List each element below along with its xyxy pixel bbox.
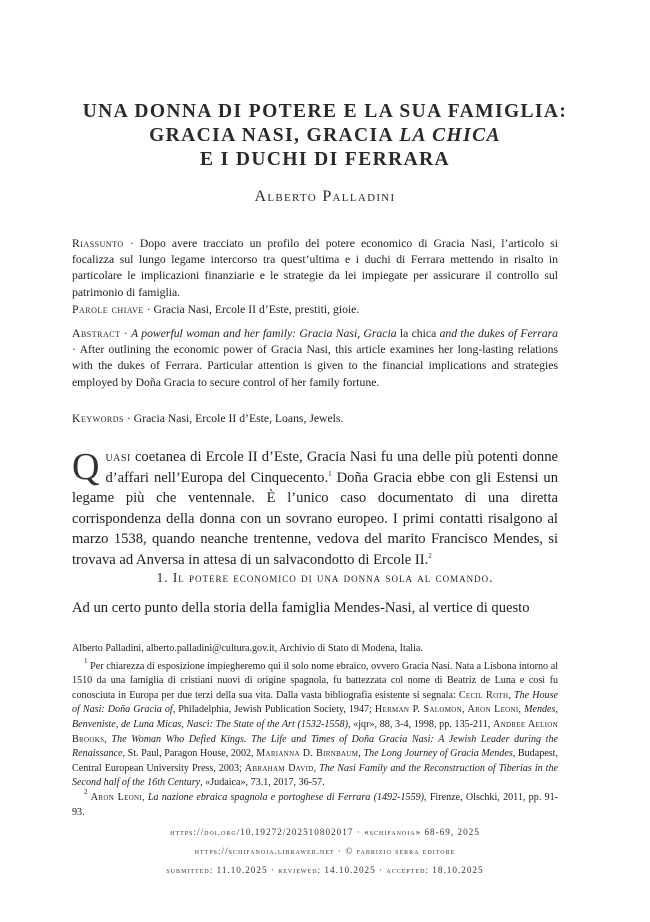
footnote-ref-1[interactable]: 1 xyxy=(328,469,332,478)
section-heading: 1. Il potere economico di una donna sola al comando. xyxy=(156,570,494,585)
author-affiliation: Alberto Palladini, alberto.palladini@cultura.gov.it, Archivio di Stato di Modena, Italia. xyxy=(72,643,423,654)
drop-cap: Q xyxy=(72,446,100,488)
keywords-heading: Keywords xyxy=(72,412,124,425)
abstract-text: · After outlining the economic power of Gracia Nasi, this article examines her long-lasting relations with the dukes of Ferrara. Particular attention is given to the financial implications and strategies employed by Doña Gracia to secure control of her family fortune. xyxy=(72,343,558,389)
keywords: Keywords · Gracia Nasi, Ercole II d’Este, Loans, Jewels. xyxy=(72,412,344,425)
keywords-text: Gracia Nasi, Ercole II d’Este, Loans, Jewels. xyxy=(133,412,344,425)
title-line-3: E I DUCHI DI FERRARA xyxy=(199,149,451,170)
parole-chiave-heading: Parole chiave xyxy=(72,303,144,316)
footnote-mark-1: 1 xyxy=(84,656,88,665)
riassunto: Riassunto · Dopo avere tracciato un profilo del potere economico di Gracia Nasi, l’articolo si focalizza sul lungo legame intercorso tra quest’ultima e i duchi di Ferrara mettendo in risalto in particolare le implicazioni finanziarie e le strategie da lei impiegate per assicurare il controllo sul patrimonio di famiglia. xyxy=(72,237,558,299)
footnote-ref-2[interactable]: 2 xyxy=(428,551,432,560)
article-title xyxy=(60,100,590,172)
doi-line[interactable]: https://doi.org/10.19272/202510802017 · «schifanoia» 68-69, 2025 xyxy=(170,827,480,837)
parole-chiave: Parole chiave · Gracia Nasi, Ercole II d’Este, prestiti, gioie. xyxy=(72,303,360,316)
footnotes xyxy=(72,642,558,820)
website-line[interactable]: https://schifanoia.librawer.net · © fabrizio serra editore xyxy=(194,846,456,856)
footnote-2: $^2$ Aron Leoni, La nazione ebraica spagnola e portoghese di Ferrara (1492-1559), Firenze, Olschki, 2011, pp. 91-93. xyxy=(72,787,559,818)
title-line-2: GRACIA NASI, GRACIA LA CHICA xyxy=(149,125,501,146)
abstract-heading: Abstract xyxy=(72,327,121,340)
riassunto-text: Dopo avere tracciato un profilo del potere economico di Gracia Nasi, l’articolo si focalizza sul lungo legame intercorso tra quest’ultima e i duchi di Ferrara mettendo in risalto in particolare le implicazioni finanziarie e le strategie da lei impiegate per assicurare il controllo sul patrimonio di famiglia. xyxy=(72,237,558,299)
riassunto-heading: Riassunto xyxy=(72,237,124,250)
body-paragraph-1: Quasi coetanea di Ercole II d’Este, Gracia Nasi fu una delle più potenti donne d’affari nell’Europa del Cinquecento.$^1$ Doña Gracia ebbe con gli Estensi un legame più che ventennale. È l’unico caso documentato di una diretta corrispondenza della donna con un sovrano europeo. I primi contatti risalgono al marzo 1538, quando neanche trentenne, vedova del marito Francisco Mendes, si trovava ad Anversa in attesa di un salvacondotto di Ercole II.$^2$ xyxy=(72,446,558,568)
abstract: Abstract · A powerful woman and her family: Gracia Nasi, Gracia la chica and the dukes of Ferrara · After outlining the economic power of Gracia Nasi, this article examines her long-lasting relations with the dukes of Ferrara. Particular attention is given to the financial implications and strategies employed by Doña Gracia to secure control of her family fortune. xyxy=(72,327,559,389)
dates-line: submitted: 11.10.2025 · reviewed: 14.10.2025 · accepted: 18.10.2025 xyxy=(166,865,484,875)
parole-chiave-text: Gracia Nasi, Ercole II d’Este, prestiti, gioie. xyxy=(153,303,360,316)
footnote-1: $^1$ Per chiarezza di esposizione impiegheremo qui il solo nome ebraico, ovvero Gracia Nasi. Nata a Lisbona intorno al 1510 da una famiglia di cristiani nuovi di origine spagnola, fu battezzata col nome di Beatriz de Luna e così fu conosciuta in Europa per due terzi della sua vita. Dalla vasta bibliografia esistente si segnala: Cecil Roth, The House of Nasi: Doña Gracia of, Philadelphia, Jewish Publication Society, 1947; Herman P. Salomon, Aron Leoni, Mendes, Benveniste, de Luna Micas, Nasci: The State of the Art (1532-1558), «jqr», 88, 3-4, 1998, pp. 135-211, Andree Aelion Brooks, The Woman Who Defied Kings. The Life and Times of Doña Gracia Nasi: A Jewish Leader during the Renaissance, St. Paul, Paragon House, 2002, Marianna D. Birnbaum, The Long Journey of Gracia Mendes, Budapest, Central European University Press, 2003; Abraham David, The Nasi Family and the Reconstruction of Tiberias in the Second half of the 16th Century, «Judaica», 73.1, 2017, 36-57. xyxy=(72,656,559,789)
title-line-1: UNA DONNA DI POTERE E LA SUA FAMIGLIA: xyxy=(82,101,568,122)
footnote-mark-2: 2 xyxy=(84,787,88,796)
first-word: uasi xyxy=(105,449,131,465)
body-paragraph-2: Ad un certo punto della storia della famiglia Mendes-Nasi, al vertice di questo xyxy=(72,600,530,616)
abstract-title: A powerful woman and her family: Gracia Nasi, Gracia xyxy=(130,327,397,340)
author-name: Alberto Palladini xyxy=(254,188,396,205)
